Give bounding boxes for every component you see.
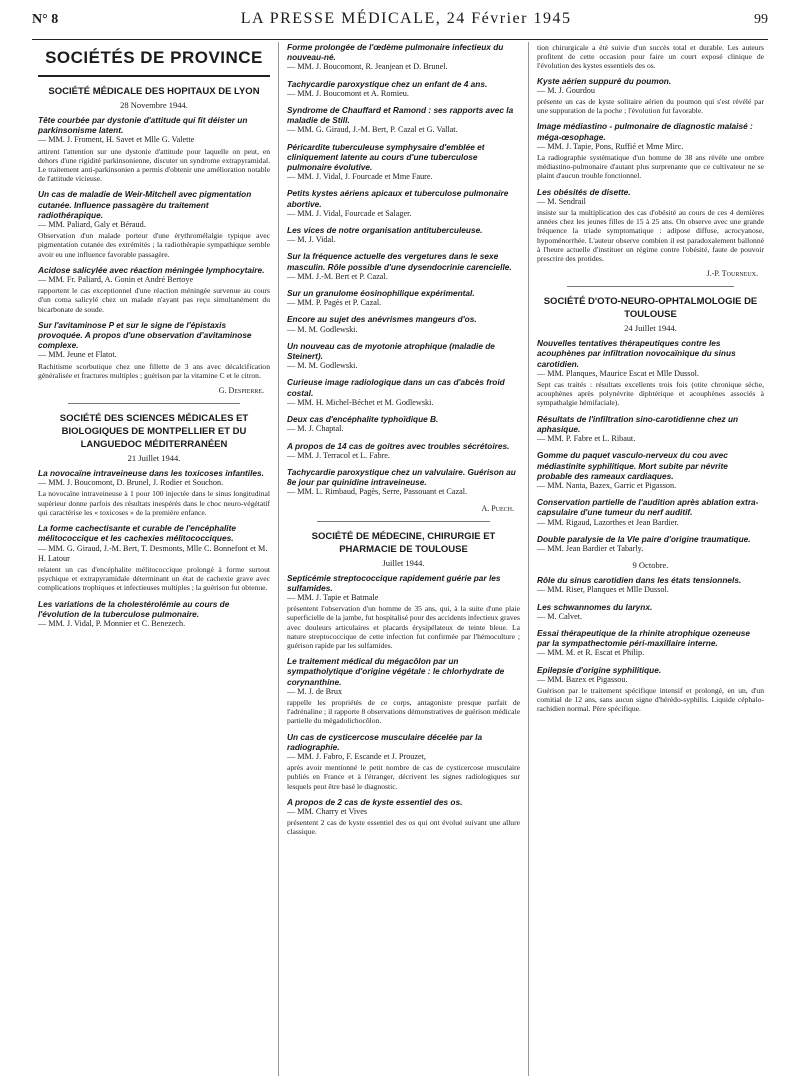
continued-text: tion chirurgicale a été suivie d'un succès total et durable. Les auteurs profitent de cette occasion pour faire un court exposé clinique de l'évolution des kystes essentiels des os. [537,43,764,71]
report-authors: — MM. Planques, Maurice Escat et Mlle Dussol. [537,368,699,378]
report-authors: — MM. L. Rimbaud, Pagès, Serre, Passouant et Cazal. [287,487,468,497]
report-authors: — MM. J. Vidal, J. Fourcade et Mme Faure. [287,172,433,182]
report-item [287,314,520,334]
report-title: Un cas de cysticercose musculaire décelée par la radiographie. [287,731,483,752]
report-item [287,188,520,219]
issue-number: N° 8 [32,12,59,27]
report-item [287,377,520,408]
report-title: Rôle du sinus carotidien dans les états tensionnels. [537,575,742,586]
society-items [287,573,520,837]
report-body: relatent un cas d'encéphalite mélitococcique prolongé à forme surtout psychique et extrapyramidale déterminant un état de cachexie grave avec complications trophiques et infectieuses multiples ; la guérison fut obtenue. [38,564,270,593]
report-authors: — M. J. Gourdou [537,85,595,95]
report-title: Tête courbée par dystonie d'attitude qui fit déister un parkinsonisme latent. [38,115,248,136]
report-item [537,76,764,116]
author-signature: J.-P. Tourneux. [706,269,758,279]
report-title: Forme prolongée de l'œdème pulmonaire infectieux du nouveau-né. [287,42,504,63]
report-authors: — M. J. Chaptal. [287,424,344,434]
report-authors: — MM. J. Terracol et L. Fabre. [287,450,390,460]
report-item [537,602,764,622]
report-title: Résultats de l'infiltration sino-carotidienne chez un aphasique. [537,413,739,434]
report-body: après avoir mentionné le petit nombre de cas de cysticercose musculaire publiés en France et à l'étranger, décrivent les signes radiologiques sur lesquels peut être basé le diagnostic. [287,763,520,791]
journal-name: LA PRESSE MÉDICALE [240,10,436,27]
report-item [38,523,270,592]
author-signature: G. Despierre. [218,386,264,396]
society-items [287,42,520,498]
report-authors: — MM. J. Boucomont, R. Jeanjean et D. Brunel. [287,62,448,72]
report-title: Sur un granulome éosinophilique expérimental. [287,288,475,299]
report-title: Acidose salicylée avec réaction méningée lymphocytaire. [38,264,265,275]
report-item [537,187,764,264]
report-item [287,79,520,99]
report-item [287,467,520,498]
report-item [287,251,520,282]
report-item [287,341,520,372]
report-title: A propos de 14 cas de goitres avec troubles sécrétoires. [287,440,510,451]
society-items [537,575,764,713]
report-title: Les vices de notre organisation antituberculeuse. [287,225,483,236]
report-body: attirent l'attention sur une dystonie d'attitude pour laquelle on peut, en dehors d'une rigidité parkinsonienne, discuter un syndrome extrapyramidal. Le traitement anti-parkinsonien a permis d'obtenir une amélioration notable de l'attitude vicieuse. [38,146,270,184]
report-item [38,468,270,517]
report-authors: — MM. J. Fabro, F. Escande et J. Prouzet, [287,751,426,761]
report-authors: — M. J. Vidal. [287,235,336,245]
report-authors: — MM. J. Boucomont et A. Romieu. [287,88,409,98]
report-item [38,265,270,314]
report-title: Tachycardie paroxystique chez un enfant de 4 ans. [287,78,488,89]
report-body: Guérison par le traitement spécifique intensif et prolongé, en un, d'un comitial de 12 ans, sans aucun signe d'hérédo-syphilis. Liquide céphalo-rachidien normal. Père spécifique. [537,685,764,714]
report-authors: — M. M. Godlewski. [287,361,358,371]
report-title: Essai thérapeutique de la rhinite atrophique ozeneuse par la sympathectomie péri-maxillaire interne. [537,627,751,649]
report-authors: — MM. J. Boucomont, D. Brunel, J. Rodier et Souchon. [38,478,224,488]
report-authors: — MM. J. Vidal, P. Monnier et C. Benezech. [38,618,186,628]
session-date: 21 Juillet 1944. [127,453,181,464]
report-title: Un cas de maladie de Weir-Mitchell avec pigmentation cutanée. Influence passagère du traitement radiothérapique. [38,189,252,220]
report-item [537,338,764,407]
report-item [287,288,520,308]
report-title: Petits kystes aériens apicaux et tuberculose pulmonaire abortive. [287,188,509,209]
report-body: présentent l'observation d'un homme de 35 ans, qui, à la suite d'une plaie superficielle de la jambe, fut hospitalisé pour des accidents infectieux graves avec douleurs articulaires et placards érysipélateux de teinte bleue. La nature streptococcique de cette infection fut confirmée par l'hémoculture ; guérison rapide par les sulfamides. [287,604,520,650]
report-authors: — MM. Charry et Vives [287,806,368,816]
society-items [38,468,270,629]
report-authors: — MM. Bazex et Pigassou. [537,674,628,684]
report-title: Epilepsie d'origine syphilitique. [537,664,662,675]
report-body: La radiographie systématique d'un homme de 38 ans révèle une ombre médiastino-pulmonaire d'autant plus surprenante que ce cultivateur ne se plaint d'aucun trouble fonctionnel. [537,153,764,181]
report-authors: — M. J. de Brux [287,686,343,696]
report-title: Sur l'avitaminose P et sur le signe de l'épistaxis provoquée. A propos d'une observation d'avitaminose complexe. [38,319,252,351]
report-body: Rachitisme scorbutique chez une fillette de 3 ans avec décalcification généralisée et fractures multiples ; guérison par la vitamine C et le citron. [38,361,270,380]
society-items [537,76,764,264]
column-right [528,42,772,1076]
society-heading: SOCIÉTÉ DES SCIENCES MÉDICALES ET BIOLOGIQUES DE MONTPELLIER ET DU LANGUEDOC MÉDITERRANÉEN [59,413,249,451]
report-item [38,599,270,630]
report-item [537,121,764,180]
report-title: Septicémie streptococcique rapidement guérie par les sulfamides. [287,572,501,593]
society-heading: SOCIÉTÉ DE MÉDECINE, CHIRURGIE ET PHARMACIE DE TOULOUSE [311,530,496,555]
report-item [287,441,520,461]
report-item [537,497,764,528]
report-authors: — MM. P. Pagès et P. Cazal. [287,298,382,308]
report-title: Gomme du paquet vasculo-nerveux du cou avec médiastinite syphilitique. Mort subite par névrite probable des rameaux cardiaques. [537,450,728,481]
session-date: 24 Juillet 1944. [624,323,677,334]
section-divider [317,521,490,522]
report-title: Le traitement médical du mégacôlon par un sympatholytique d'origine végétale : le chlorhydrate de corynanthine. [287,656,505,687]
report-item [287,573,520,651]
report-item [287,42,520,73]
report-authors: — MM. J. Froment, H. Savet et Mlle G. Valette [38,135,195,145]
column-left [30,42,278,1076]
report-body: insiste sur la multiplication des cas d'obésité au cours de ces 4 dernières années chez les jeunes filles de 15 à 25 ans. On observe avec une grande fréquence la triade symptomatique : adipose diffuse, acrocyanose, hypoménorrhée. L'auteur observe combien il est paradoxalement ballonné à l'heure actuelle d'instituer un régime contre l'obésité, faute de pouvoir prescrire des protides. [537,208,764,264]
report-body: rapportent le cas exceptionnel d'une réaction méningée survenue au cours d'un coma salicylé chez un malade n'ayant pas reçu simultanément du bicarbonate de soude. [38,286,270,314]
society-items [38,115,270,380]
report-title: Un nouveau cas de myotonie atrophique (maladie de Steinert). [287,340,495,362]
report-authors: — MM. Paliard, Galy et Béraud. [38,220,146,230]
report-item [38,320,270,380]
page-number: 99 [754,12,768,27]
report-authors: — MM. Jeune et Flatot. [38,350,117,360]
section-divider [567,286,734,287]
report-title: Image médiastino - pulmonaire de diagnostic malaisé : méga-œsophage. [537,121,753,142]
report-item [537,628,764,659]
report-body: Sept cas traités : résultats excellents trois fois (otite chronique sèche, acouphènes après polynévrite diphtérique et acouphènes associés à sympathalgie hémifaciale). [537,380,764,408]
report-authors: — MM. G. Giraud, J.-M. Bert, T. Desmonts, Mlle C. Bonnefont et M. H. Latour [38,543,268,563]
session-date: 28 Novembre 1944. [120,100,188,110]
article-columns [30,42,772,1076]
report-authors: — MM. H. Michel-Béchet et M. Godlewski. [287,397,434,407]
report-item [287,732,520,791]
report-title: Conservation partielle de l'audition après ablation extra-capsulaire d'une tumeur du nerf auditif. [537,497,759,518]
report-authors: — MM. Jean Bardier et Tabarly. [537,543,644,553]
report-item [287,142,520,183]
report-item [537,534,764,554]
report-item [287,656,520,725]
report-authors: — MM. Riser, Planques et Mlle Dussol. [537,585,669,595]
report-item [38,189,270,258]
report-body: La novocaïne intraveineuse à 1 pour 100 injectée dans le sinus longitudinal supérieur donne parfois des résultats inespérés dans le choc neuro-végétatif qui caractérise les « toxicoses » de la première enfance. [38,489,270,517]
report-body: présente un cas de kyste solitaire aérien du poumon qui s'est révélé par une suppuration de la poche ; l'évolution fut favorable. [537,97,764,116]
society-heading: SOCIÉTÉ D'OTO-NEURO-OPHTALMOLOGIE DE TOULOUSE [543,296,758,321]
report-title: Encore au sujet des anévrismes mangeurs d'os. [287,314,477,325]
report-item [287,797,520,837]
report-body: rappelle les propriétés de ce corps, antagoniste presque parfait de l'adrénaline ; il rapporte 8 observations démonstratives de guérison médicale partielle du mégadolichocôlon. [287,697,520,726]
report-authors: — MM. J.-M. Bert et P. Cazal. [287,271,388,281]
issue-date: 24 Février 1945 [446,10,572,27]
report-authors: — M. Calvet. [537,611,583,621]
journal-title: LA PRESSE MÉDICALE, 24 Février 1945 [240,10,572,27]
report-authors: — M. M. Godlewski. [287,324,358,334]
report-authors: — M. Sendrail [537,196,586,206]
report-title: La novocaïne intraveineuse dans les toxicoses infantiles. [38,468,264,479]
report-item [38,115,270,183]
society-items [537,338,764,554]
report-authors: — MM. J. Tapie, Pons, Ruffié et Mme Mirc. [537,141,684,151]
report-authors: — MM. P. Fabre et L. Ribaut. [537,434,636,444]
session-date: 9 Octobre. [632,560,669,571]
society-heading: SOCIÉTÉ MÉDICALE DES HOPITAUX DE LYON [48,86,260,97]
report-authors: — MM. Rigaud, Lazorthes et Jean Bardier. [537,517,679,527]
report-title: Kyste aérien suppuré du poumon. [537,75,672,86]
section-divider [68,403,240,404]
report-authors: — MM. G. Giraud, J.-M. Bert, P. Cazal et G. Vallat. [287,125,458,135]
report-title: Curieuse image radiologique dans un cas d'abcès froid costal. [287,377,505,398]
report-item [537,665,764,714]
report-title: Les variations de la cholestérolémie au cours de l'évolution de la tuberculose pulmonaire. [38,598,230,619]
report-title: Tachycardie paroxystique chez un valvulaire. Guérison au 8e jour par quinidine intraveineuse. [287,466,516,488]
author-signature: A. Puech. [481,503,514,513]
report-authors: — MM. J. Vidal, Fourcade et Salager. [287,208,412,218]
report-item [537,414,764,445]
report-authors: — MM. Nanta, Bazex, Garric et Pigasson. [537,480,677,490]
report-authors: — MM. Fr. Paliard, A. Gonin et André Bertoye [38,275,194,285]
report-title: Nouvelles tentatives thérapeutiques contre les acouphènes par infiltration novocaïnique du sinus carotidien. [537,338,736,369]
report-authors: — MM. M. et R. Escat et Philip. [537,648,645,658]
report-title: Les obésités de disette. [537,186,631,197]
report-title: Sur la fréquence actuelle des vergetures dans le sexe masculin. Rôle possible d'une dysendocrinie carencielle. [287,251,512,272]
section-banner: SOCIÉTÉS DE PROVINCE [38,48,270,77]
report-title: Double paralysie de la VIe paire d'origine traumatique. [537,533,751,544]
report-title: La forme cachectisante et curable de l'encéphalite mélitococcique et les cachexies mélitococciques. [38,523,236,544]
column-middle [278,42,528,1076]
report-item [537,450,764,491]
session-date: Juillet 1944. [382,557,425,568]
report-item [537,575,764,595]
report-body: présentent 2 cas de kyste essentiel des os qui ont évolué suivant une allure classique. [287,818,520,837]
report-title: Deux cas d'encéphalite typhoïdique B. [287,414,439,425]
report-title: Les schwannomes du larynx. [537,601,653,612]
report-item [287,414,520,434]
report-body: Observation d'un malade porteur d'une érythromélalgie typique avec pigmentation cutanée des extrémités ; la radiothérapie sympathique semble avoir eu une influence favorable passagère. [38,231,270,259]
report-item [287,225,520,245]
report-title: Péricardite tuberculeuse symphysaire d'emblée et cliniquement latente au cours d'une tuberculose pulmonaire évolutive. [287,141,485,173]
report-title: Syndrome de Chauffard et Ramond : ses rapports avec la maladie de Still. [287,105,514,126]
report-item [287,105,520,136]
report-title: A propos de 2 cas de kyste essentiel des os. [287,796,463,807]
report-authors: — MM. J. Tapie et Batmale [287,592,379,602]
page-header [32,10,768,40]
